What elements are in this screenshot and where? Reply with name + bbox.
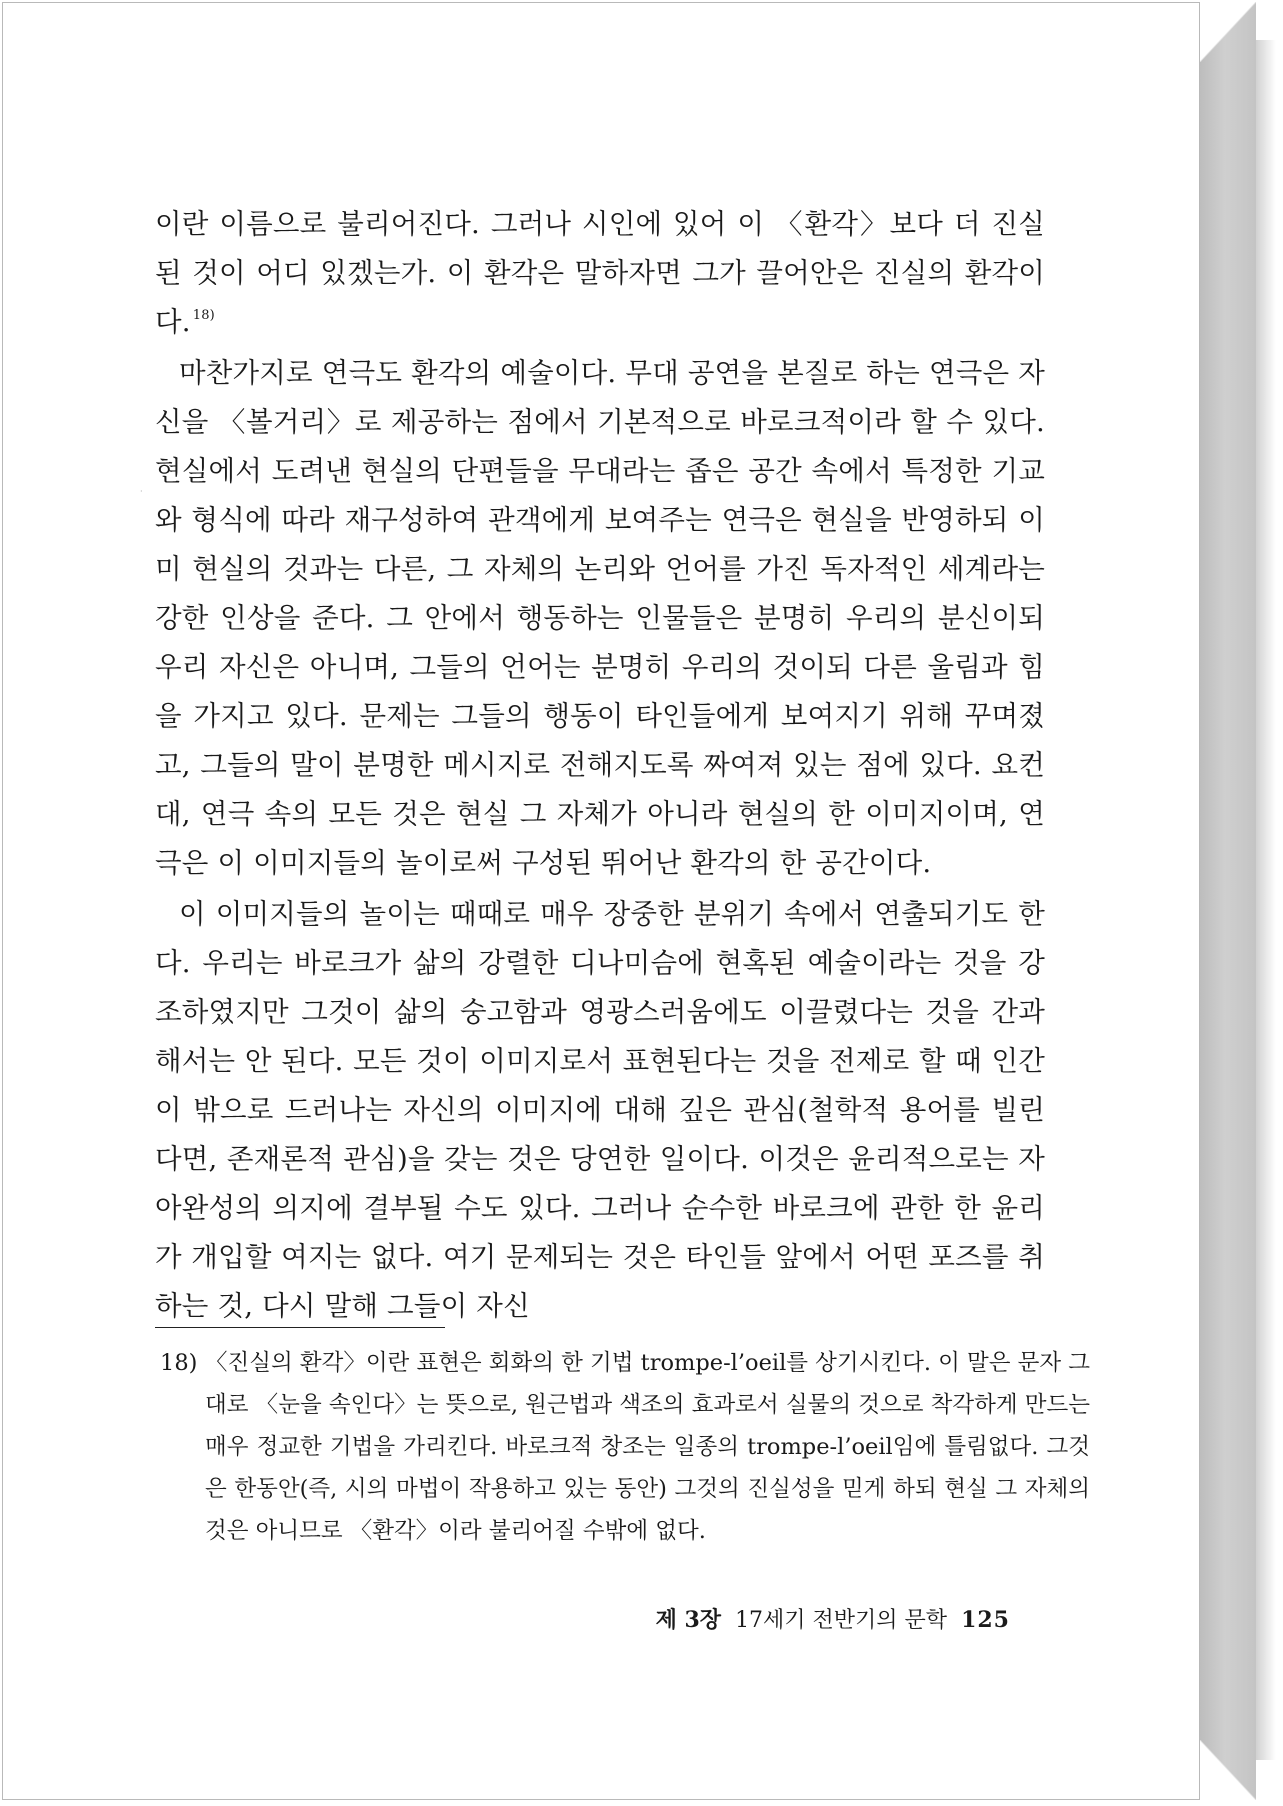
footer-title: 17세기 전반기의 문학	[735, 1608, 948, 1633]
footnote-divider	[155, 1327, 445, 1328]
footnote-text: 〈진실의 환각〉이란 표현은 회화의 한 기법 trompe-l’oeil를 상기시킨다. 이 말은 문자 그대로 〈눈을 속인다〉는 뜻으로, 원근법과 색조의 효과로서 실물의 것으로 착각하게 만드는 매우 정교한 기법을 가리킨다. 바로크적 창조는 일종의 trompe-l’oeil임에 틀림없다. 그것은 한동안(즉, 시의 마법이 작용하고 있는 동안) 그것의 진실성을 믿게 하되 현실 그 자체의 것은 아니므로 〈환각〉이라 불리어질 수밖에 없다.	[205, 1350, 1091, 1544]
page-edge-bottom-corner	[1200, 1740, 1256, 1800]
paragraph-2: 마찬가지로 연극도 환각의 예술이다. 무대 공연을 본질로 하는 연극은 자신을 〈볼거리〉로 제공하는 점에서 기본적으로 바로크적이라 할 수 있다. 현실에서 도려낸 현실의 단편들을 무대라는 좁은 공간 속에서 특정한 기교와 형식에 따라 재구성하여 관객에게 보여주는 연극은 현실을 반영하되 이미 현실의 것과는 다른, 그 자체의 논리와 언어를 가진 독자적인 세계라는 강한 인상을 준다. 그 안에서 행동하는 인물들은 분명히 우리의 분신이되 우리 자신은 아니며, 그들의 언어는 분명히 우리의 것이되 다른 울림과 힘을 가지고 있다. 문제는 그들의 행동이 타인들에게 보여지기 위해 꾸며졌고, 그들의 말이 분명한 메시지로 전해지도록 짜여져 있는 점에 있다. 요컨대, 연극 속의 모든 것은 현실 그 자체가 아니라 현실의 한 이미지이며, 연극은 이 이미지들의 놀이로써 구성된 뛰어난 환각의 한 공간이다.	[155, 357, 1045, 879]
page-stack-edge	[1200, 2, 1256, 1800]
footnote-number: 18)	[160, 1350, 198, 1376]
page-edge-top-corner	[1200, 2, 1256, 62]
footnote-reference[interactable]: 18)	[192, 308, 215, 323]
paragraph-3: 이 이미지들의 놀이는 때때로 매우 장중한 분위기 속에서 연출되기도 한다. 우리는 바로크가 삶의 강렬한 디나미슴에 현혹된 예술이라는 것을 강조하였지만 그것이 삶의 숭고함과 영광스러움에도 이끌렸다는 것을 간과해서는 안 된다. 모든 것이 이미지로서 표현된다는 것을 전제로 할 때 인간이 밖으로 드러나는 자신의 이미지에 대해 깊은 관심(철학적 용어를 빌린다면, 존재론적 관심)을 갖는 것은 당연한 일이다. 이것은 윤리적으로는 자아완성의 의지에 결부될 수도 있다. 그러나 순수한 바로크에 관한 한 윤리가 개입할 여지는 없다. 여기 문제되는 것은 타인들 앞에서 어떤 포즈를 취하는 것, 다시 말해 그들이 자신	[155, 898, 1045, 1322]
page-number: 125	[961, 1607, 1010, 1633]
footnote	[160, 1342, 1090, 1552]
paragraph-1-text: 이란 이름으로 불리어진다. 그러나 시인에 있어 이 〈환각〉보다 더 진실된 것이 어디 있겠는가. 이 환각은 말하자면 그가 끌어안은 진실의 환각이다.	[155, 208, 1045, 338]
body-text	[155, 200, 1045, 1331]
paragraph-1	[155, 200, 1045, 347]
page-shadow	[1256, 40, 1276, 1760]
margin-speck: ·	[140, 487, 143, 496]
footer-chapter: 제 3장	[655, 1607, 722, 1633]
running-footer	[600, 1603, 1010, 1634]
